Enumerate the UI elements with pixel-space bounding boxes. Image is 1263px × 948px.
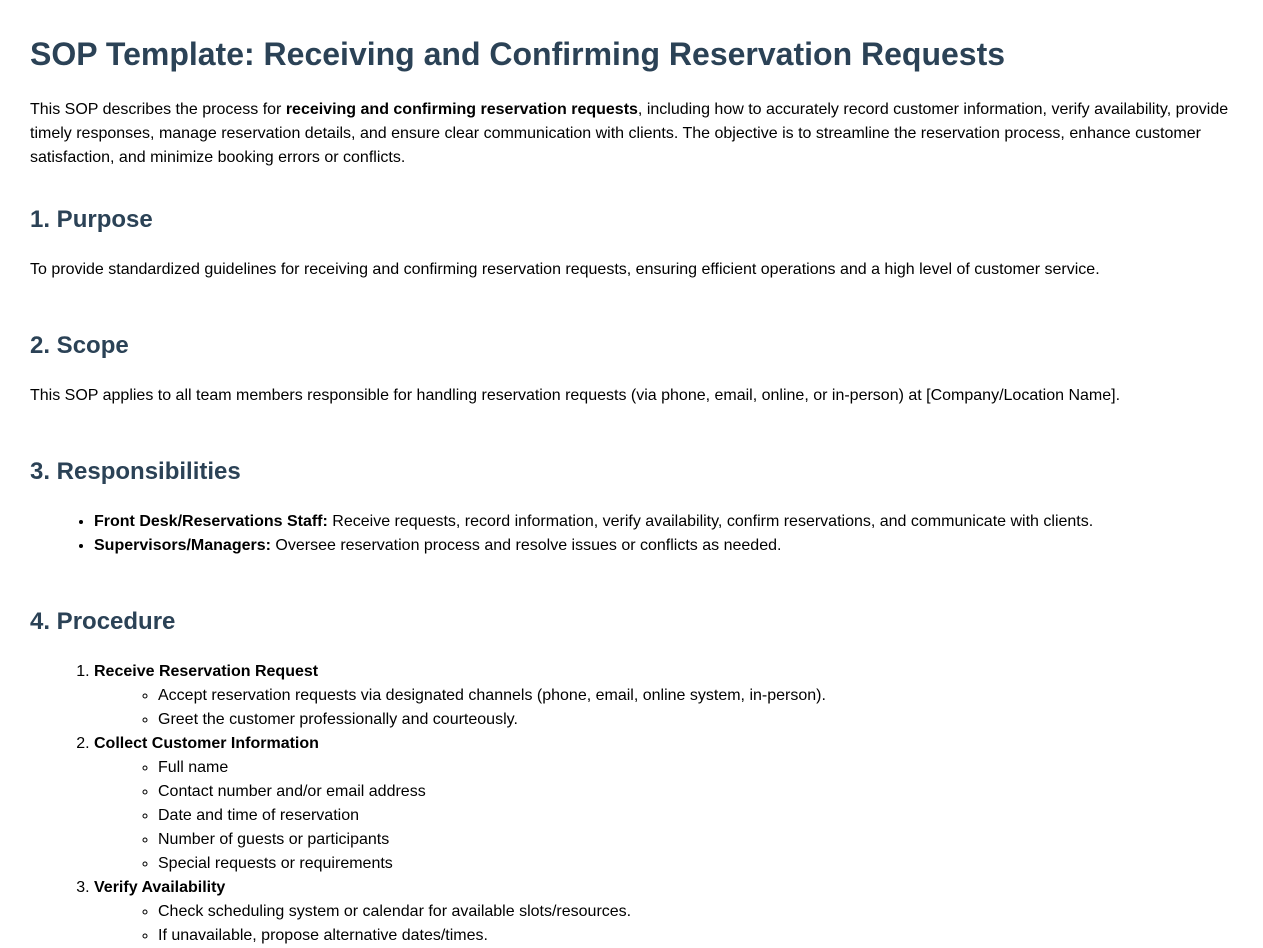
- procedure-step: [94, 876, 1233, 948]
- page-title: SOP Template: Receiving and Confirming Reservation Requests: [30, 36, 1006, 72]
- purpose-text: To provide standardized guidelines for receiving and confirming reservation requests, ensuring efficient operations and a high level of customer service.: [30, 261, 1100, 278]
- intro-paragraph: [30, 98, 1233, 170]
- substep-item: ◦ Special requests or requirements: [158, 852, 1233, 876]
- substep-item: ◦ Accept reservation requests via designated channels (phone, email, online system, in-person).: [158, 684, 1233, 708]
- role-label: Supervisors/Managers:: [94, 537, 271, 554]
- substep-item: ◦ Date and time of reservation: [158, 804, 1233, 828]
- role-label: Front Desk/Reservations Staff:: [94, 513, 328, 530]
- step-title: Collect Customer Information: [94, 735, 319, 752]
- intro-text-end: , including how to accurately record customer information, verify availability, provide timely responses, manage reservation details, and ensure clear communication with clients. The objective is to streamline the reservation process, enhance customer satisfaction, and minimize booking errors or conflicts.: [30, 101, 1229, 166]
- step-substeps: [94, 900, 1233, 948]
- purpose-heading: 1. Purpose: [30, 206, 153, 233]
- substep-item: ◦ Full name: [158, 756, 1233, 780]
- role-description: Oversee reservation process and resolve issues or conflicts as needed.: [270, 537, 782, 554]
- intro-bold-text: receiving and confirming reservation requests: [285, 101, 638, 118]
- scope-text: This SOP applies to all team members responsible for handling reservation requests (via phone, email, online, or in-person) at [Company/Location Name].: [30, 387, 1121, 404]
- procedure-step: [94, 732, 1233, 876]
- intro-text-start: This SOP describes the process for: [30, 101, 286, 118]
- role-description: Receive requests, record information, verify availability, confirm reservations, and communicate with clients.: [327, 513, 1094, 530]
- procedure-step: [94, 660, 1233, 732]
- scope-heading: 2. Scope: [30, 332, 129, 359]
- substep-item: ◦ If unavailable, propose alternative dates/times.: [158, 924, 1233, 948]
- procedure-steps-list: [30, 660, 1233, 948]
- responsibilities-list: [30, 510, 1233, 558]
- step-substeps: [94, 756, 1233, 876]
- step-title: Receive Reservation Request: [94, 663, 319, 680]
- substep-item: ◦ Contact number and/or email address: [158, 780, 1233, 804]
- procedure-heading: 4. Procedure: [30, 608, 176, 635]
- step-title: Verify Availability: [94, 879, 226, 896]
- substep-item: ◦ Check scheduling system or calendar for available slots/resources.: [158, 900, 1233, 924]
- step-substeps: [94, 684, 1233, 732]
- responsibilities-heading: 3. Responsibilities: [30, 458, 241, 485]
- substep-item: ◦ Greet the customer professionally and courteously.: [158, 708, 1233, 732]
- list-item: [94, 510, 1233, 534]
- substep-item: ◦ Number of guests or participants: [158, 828, 1233, 852]
- list-item: [94, 534, 1233, 558]
